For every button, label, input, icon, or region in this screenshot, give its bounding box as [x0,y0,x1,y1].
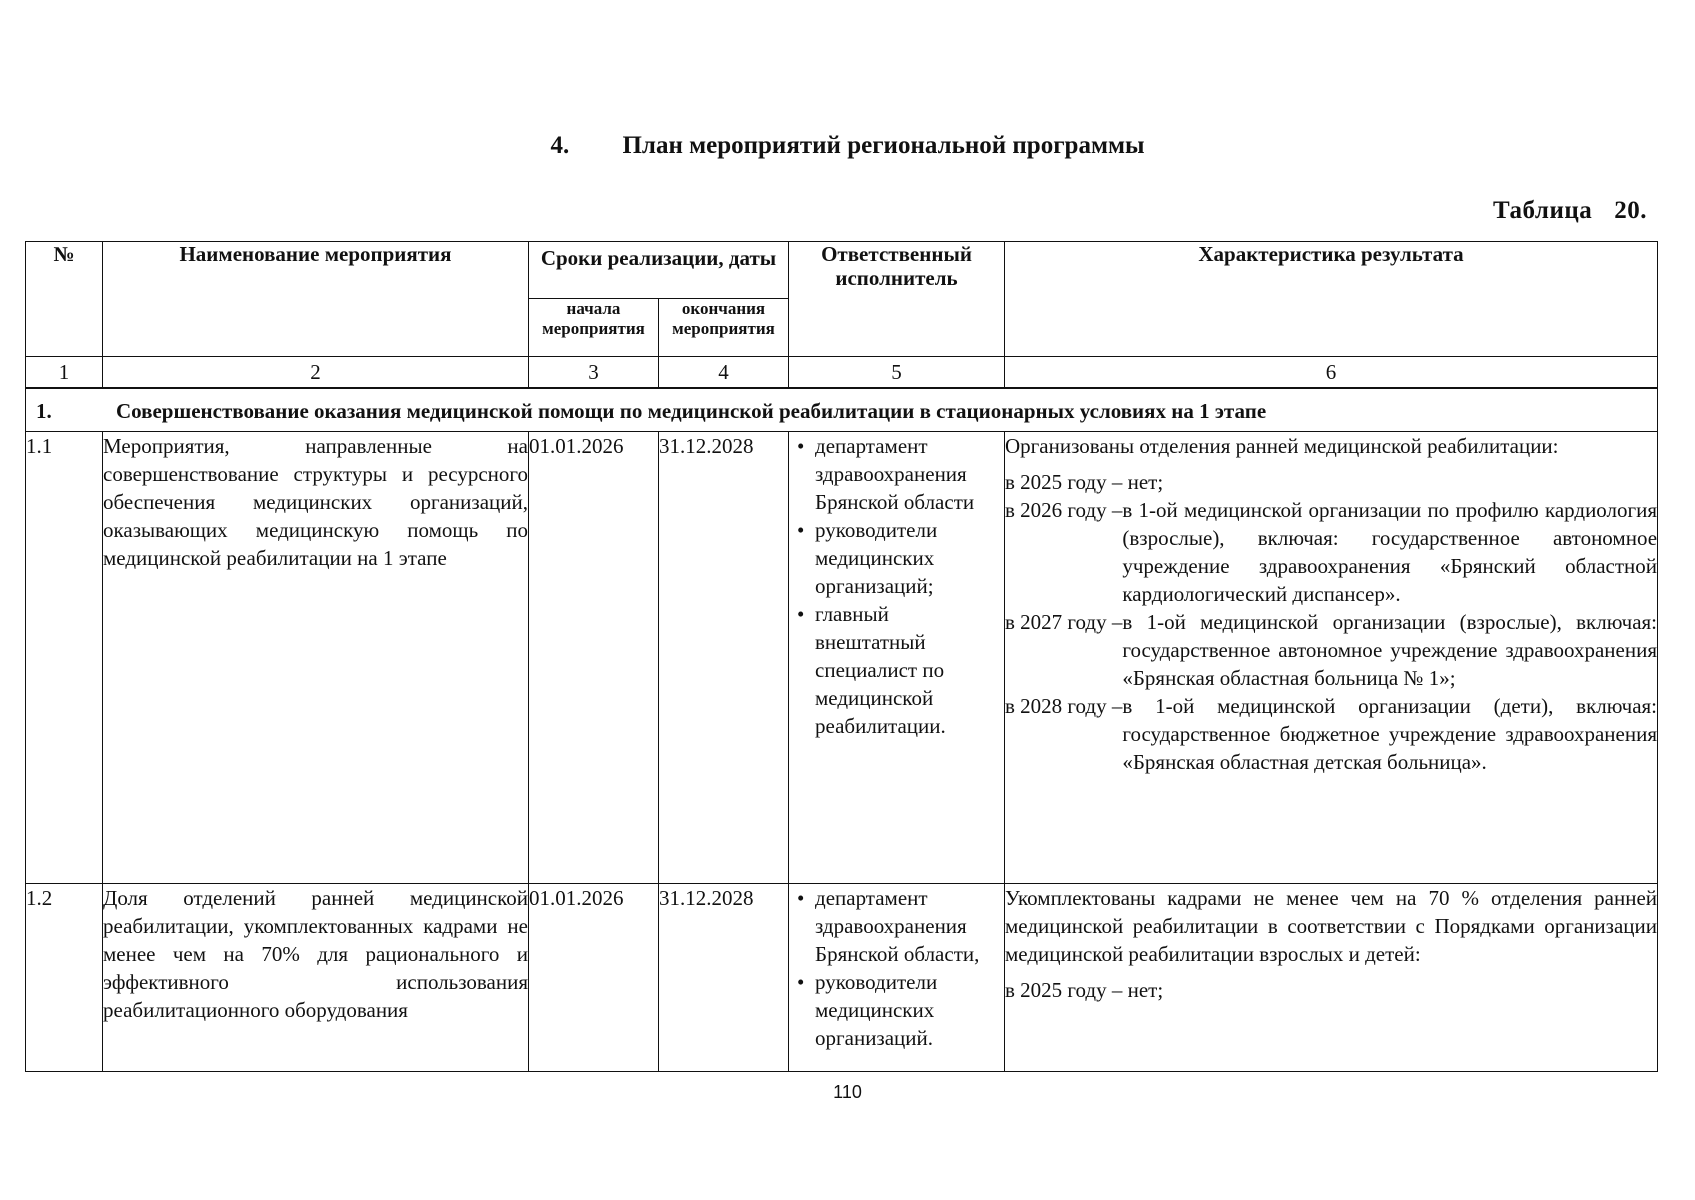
column-number: 4 [659,357,789,389]
row-result [1005,884,1658,1072]
row-responsible [789,884,1005,1072]
header-num: № [26,242,103,357]
result-year-line [1005,976,1657,1004]
section-row [26,388,1658,432]
row-name: Доля отделений ранней медицинской реабилитации, укомплектованных кадрами не менее чем на 70% для рационального и эффективного использования реабилитационного оборудования [103,884,529,1072]
row-start-date: 01.01.2026 [529,432,659,884]
responsible-item: • департамент здравоохранения Брянской области, [795,884,1004,968]
row-number: 1.2 [26,884,103,1072]
result-year-label: в 2026 году – [1005,498,1123,522]
column-number: 3 [529,357,659,389]
header-name: Наименование мероприятия [103,242,529,357]
table-label-number: 20. [1614,197,1647,224]
row-end-date: 31.12.2028 [659,432,789,884]
result-year-line [1005,496,1657,608]
row-responsible [789,432,1005,884]
result-intro: Укомплектованы кадрами не менее чем на 70 % отделения ранней медицинской реабилитации в соответствии с Порядками организации медицинской реабилитации взрослых и детей: [1005,886,1658,966]
header-period: Сроки реализации, даты [529,242,789,299]
header-end: окончания мероприятия [659,299,789,357]
result-year-text: в 1-ой медицинской организации по профилю кардиология (взрослые), включая: государственное автономное учреждение здравоохранения «Брянский областной кардиологический диспансер». [1122,498,1658,606]
result-year-line [1005,608,1657,692]
heading-number: 4. [550,132,570,159]
result-year-line [1005,692,1657,776]
row-name: Мероприятия, направленные на совершенствование структуры и ресурсного обеспечения медицинских организаций, оказывающих медицинскую помощь по медицинской реабилитации на 1 этапе [103,432,529,884]
table-row [26,432,1658,884]
row-number: 1.1 [26,432,103,884]
column-number: 1 [26,357,103,389]
row-end-date: 31.12.2028 [659,884,789,1072]
header-start: начала мероприятия [529,299,659,357]
column-number: 2 [103,357,529,389]
result-year-text: в 1-ой медицинской организации (дети), включая: государственное бюджетное учреждение здравоохранения «Брянская областная детская больница». [1122,694,1658,774]
heading-title: План мероприятий региональной программы [622,132,1145,159]
plan-table [25,241,1658,1072]
responsible-item: • департамент здравоохранения Брянской области [795,432,1004,516]
result-year-label: в 2025 году – нет; [1005,978,1164,1002]
row-result [1005,432,1658,884]
header-result: Характеристика результата [1005,242,1658,357]
result-intro: Организованы отделения ранней медицинской реабилитации: [1005,434,1559,458]
table-row [26,884,1658,1072]
result-year-label: в 2028 году – [1005,694,1123,718]
result-year-label: в 2027 году – [1005,610,1123,634]
page-number: 110 [833,1082,862,1102]
header-responsible: Ответственный исполнитель [789,242,1005,357]
responsible-item: • руководители медицинских организаций; [795,516,1004,600]
column-number: 5 [789,357,1005,389]
section-number: 1. [36,399,52,423]
result-year-text: в 1-ой медицинской организации (взрослые), включая: государственное автономное учреждение здравоохранения «Брянская областная больница № 1»; [1122,610,1658,690]
column-number: 6 [1005,357,1658,389]
section-title: Совершенствование оказания медицинской помощи по медицинской реабилитации в стационарных условиях на 1 этапе [116,399,1267,423]
table-label [1493,197,1647,225]
result-year-label: в 2025 году – нет; [1005,470,1164,494]
responsible-item: • руководители медицинских организаций. [795,968,1004,1052]
result-year-line [1005,468,1657,496]
table-label-word: Таблица [1492,197,1593,224]
section-heading [0,132,1695,160]
row-start-date: 01.01.2026 [529,884,659,1072]
responsible-item: • главный внештатный специалист по медицинской реабилитации. [795,600,1004,740]
